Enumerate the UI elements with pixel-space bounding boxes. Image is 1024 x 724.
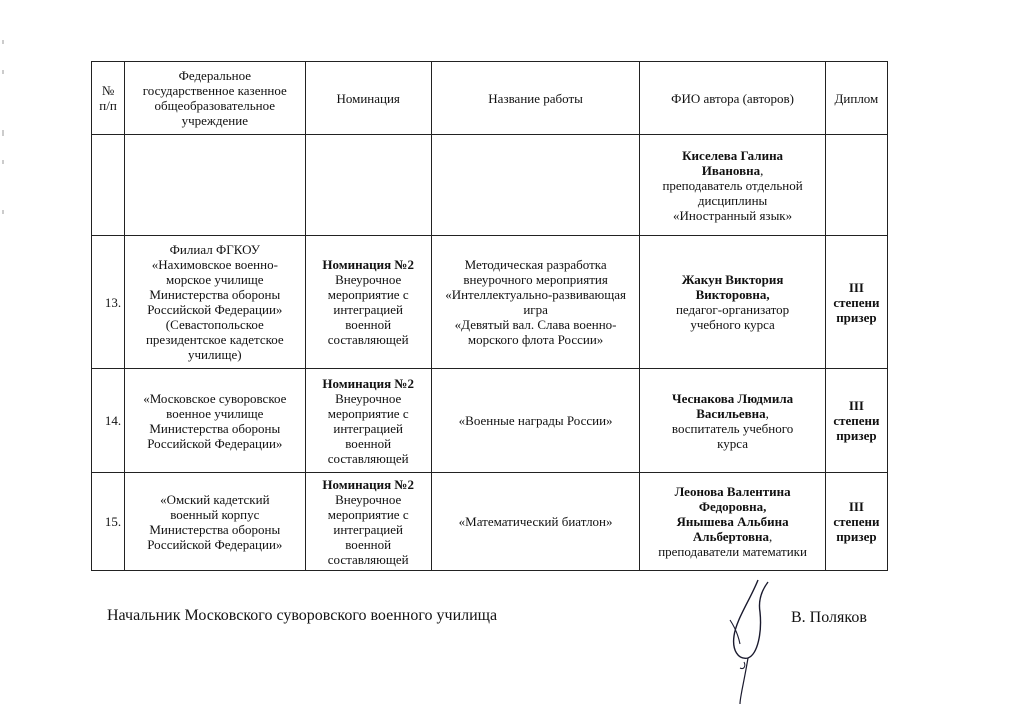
nomination-title: Номинация №2: [322, 375, 414, 391]
header-num: № п/п: [92, 62, 125, 135]
author-name: Федоровна: [698, 499, 764, 514]
cell-num: 14.: [92, 369, 125, 473]
author-role: педагог-организатор: [675, 302, 790, 317]
header-author: ФИО автора (авторов): [640, 62, 825, 135]
cell-nomination: Номинация №2 Внеурочное мероприятие с интеграцией военной составляющей: [305, 369, 431, 473]
author-role: «Иностранный язык»: [673, 207, 793, 223]
author-name: Викторовна: [695, 287, 767, 302]
author-name: Янышева Альбина: [676, 514, 789, 529]
signatory-name: В. Поляков: [791, 609, 867, 626]
cell-work-title: «Математический биатлон»: [431, 473, 640, 571]
cell-author: Леонова Валентина Федоровна, Янышева Альбина Альбертовна, преподаватели математики: [640, 473, 825, 571]
cell-institution: Филиал ФГКОУ «Нахимовское военно- морское училище Министерства обороны Российской Федерации» (Севастопольское президентское кадетское училище): [125, 236, 305, 369]
cell-author: Жакун Виктория Викторовна, педагог-организатор учебного курса: [640, 236, 825, 369]
nomination-title: Номинация №2: [322, 476, 414, 492]
author-name: Васильевна: [696, 405, 766, 421]
table-row: [92, 473, 888, 571]
header-work-title: Название работы: [431, 62, 640, 135]
author-name: Леонова Валентина: [674, 484, 791, 499]
cell-institution: «Омский кадетский военный корпус Министерства обороны Российской Федерации»: [125, 473, 305, 571]
cell-num: 15.: [92, 473, 125, 571]
cell-author: Чеснакова Людмила Васильевна, воспитатель учебного курса: [640, 369, 825, 473]
cell-diploma: III степени призер: [825, 369, 887, 473]
author-role: воспитатель учебного: [671, 420, 794, 436]
cell-num: 13.: [92, 236, 125, 369]
cell-work-title: [431, 135, 640, 236]
author-role: курса: [717, 435, 748, 451]
cell-diploma: III степени призер: [825, 236, 887, 369]
author-name: Ивановна: [701, 162, 761, 178]
author-role: преподаватели математики: [658, 544, 807, 559]
cell-work-title: Методическая разработка внеурочного мероприятия «Интеллектуально-развивающая игра «Девятый вал. Слава военно- морского флота России»: [431, 236, 640, 369]
handwritten-signature: [700, 560, 790, 710]
cell-diploma: [825, 135, 887, 236]
header-institution: Федеральное государственное казенное общеобразовательное учреждение: [125, 62, 305, 135]
cell-institution: [125, 135, 305, 236]
cell-institution: «Московское суворовское военное училище Министерства обороны Российской Федерации»: [125, 369, 305, 473]
author-name: Альбертовна: [692, 529, 770, 544]
header-nomination: Номинация: [305, 62, 431, 135]
cell-author: Киселева Галина Ивановна, преподаватель отдельной дисциплины «Иностранный язык»: [640, 135, 825, 236]
table-header-row: [92, 62, 888, 135]
cell-nomination: Номинация №2 Внеурочное мероприятие с интеграцией военной составляющей: [305, 236, 431, 369]
cell-num: [92, 135, 125, 236]
signatory-position: Начальник Московского суворовского военного училища: [107, 607, 498, 624]
awards-table: [91, 61, 888, 571]
header-diploma: Диплом: [825, 62, 887, 135]
table-row: [92, 236, 888, 369]
nomination-title: Номинация №2: [322, 257, 414, 272]
author-role: преподаватель отдельной: [662, 177, 803, 193]
cell-nomination: [305, 135, 431, 236]
cell-diploma: III степени призер: [825, 473, 887, 571]
author-role: дисциплины: [697, 192, 768, 208]
table-row-continuation: [92, 135, 888, 236]
author-name: Киселева Галина: [682, 147, 784, 163]
scan-margin-marks: [0, 0, 14, 724]
cell-work-title: «Военные награды России»: [431, 369, 640, 473]
table-row: [92, 369, 888, 473]
cell-nomination: Номинация №2 Внеурочное мероприятие с интеграцией военной составляющей: [305, 473, 431, 571]
author-name: Чеснакова Людмила: [672, 390, 794, 406]
author-name: Жакун Виктория: [681, 272, 784, 287]
author-role: учебного курса: [690, 317, 775, 332]
